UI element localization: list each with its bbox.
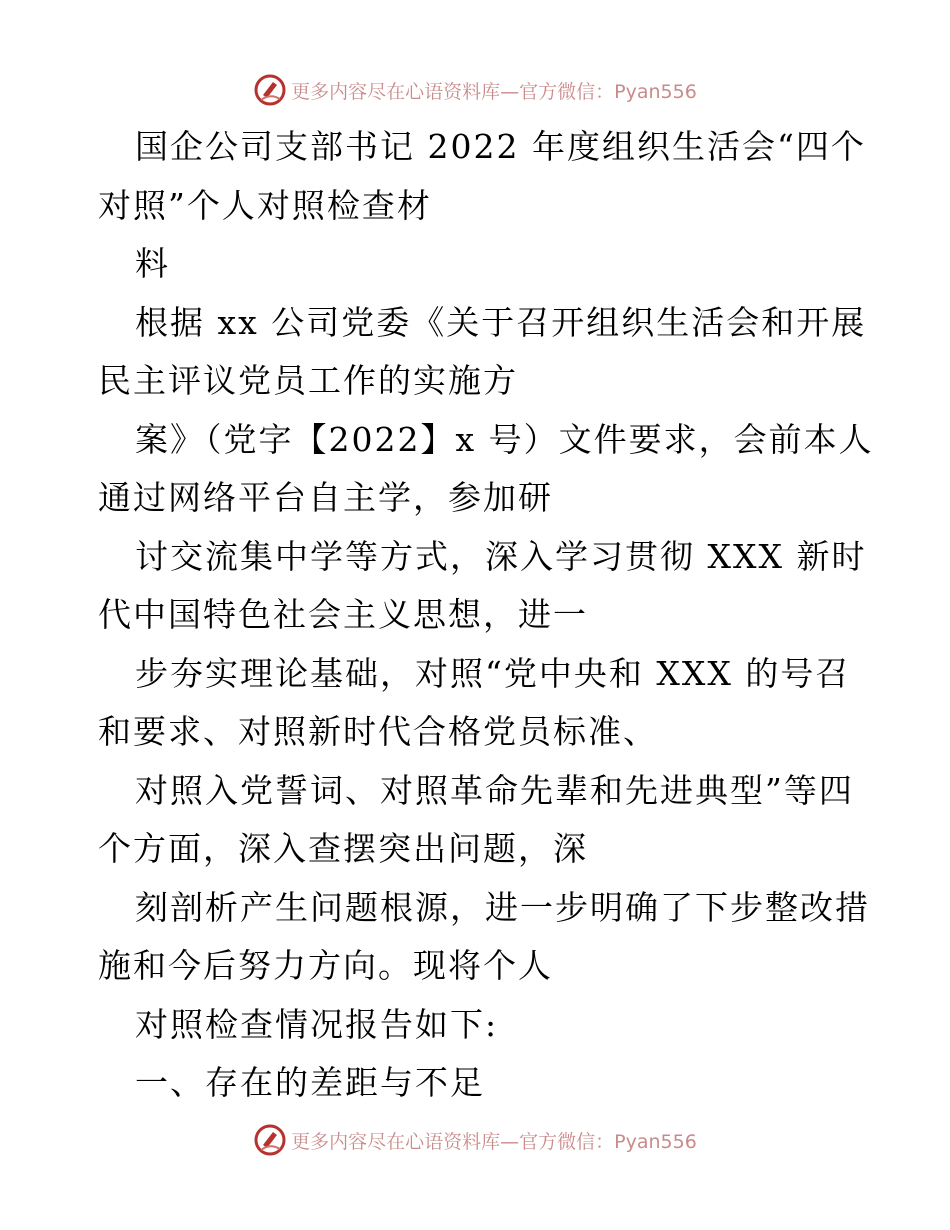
text-line: 料 <box>135 244 170 283</box>
section-heading: 一、存在的差距与不足 <box>135 1063 485 1102</box>
header-watermark-banner <box>0 70 950 110</box>
text-line: 对照”个人对照检查材 <box>98 185 432 225</box>
text-line: 案》（党字【2022】x 号）文件要求，会前本人 <box>135 419 874 459</box>
text-line: 刻剖析产生问题根源，进一步明确了下步整改措 <box>135 887 870 927</box>
document-body <box>98 118 874 1113</box>
text-line: 民主评议党员工作的实施方 <box>98 361 518 400</box>
text-line: 代中国特色社会主义思想，进一 <box>98 595 588 634</box>
text-line: 步夯实理论基础，对照“党中央和 XXX 的号召 <box>135 653 851 693</box>
text-line: 对照检查情况报告如下: <box>135 1004 499 1044</box>
logo-icon <box>253 73 287 107</box>
footer-watermark-text: 更多内容尽在心语资料库—官方微信：Pyan556 <box>291 1130 697 1153</box>
text-line: 讨交流集中学等方式，深入学习贯彻 XXX 新时 <box>135 536 867 576</box>
logo-icon <box>253 1123 287 1157</box>
text-line: 施和今后努力方向。现将个人 <box>98 946 553 985</box>
text-line: 和要求、对照新时代合格党员标准、 <box>98 712 658 751</box>
text-line: 个方面，深入查摆突出问题，深 <box>98 829 588 868</box>
text-line: 根据 xx 公司党委《关于召开组织生活会和开展 <box>135 302 867 342</box>
text-line: 对照入党誓词、对照革命先辈和先进典型”等四 <box>135 770 854 810</box>
text-line: 国企公司支部书记 2022 年度组织生活会“四个 <box>135 127 866 166</box>
header-watermark-text: 更多内容尽在心语资料库—官方微信：Pyan556 <box>291 80 697 103</box>
text-line: 通过网络平台自主学，参加研 <box>98 478 553 517</box>
footer-watermark-banner <box>0 1120 950 1160</box>
